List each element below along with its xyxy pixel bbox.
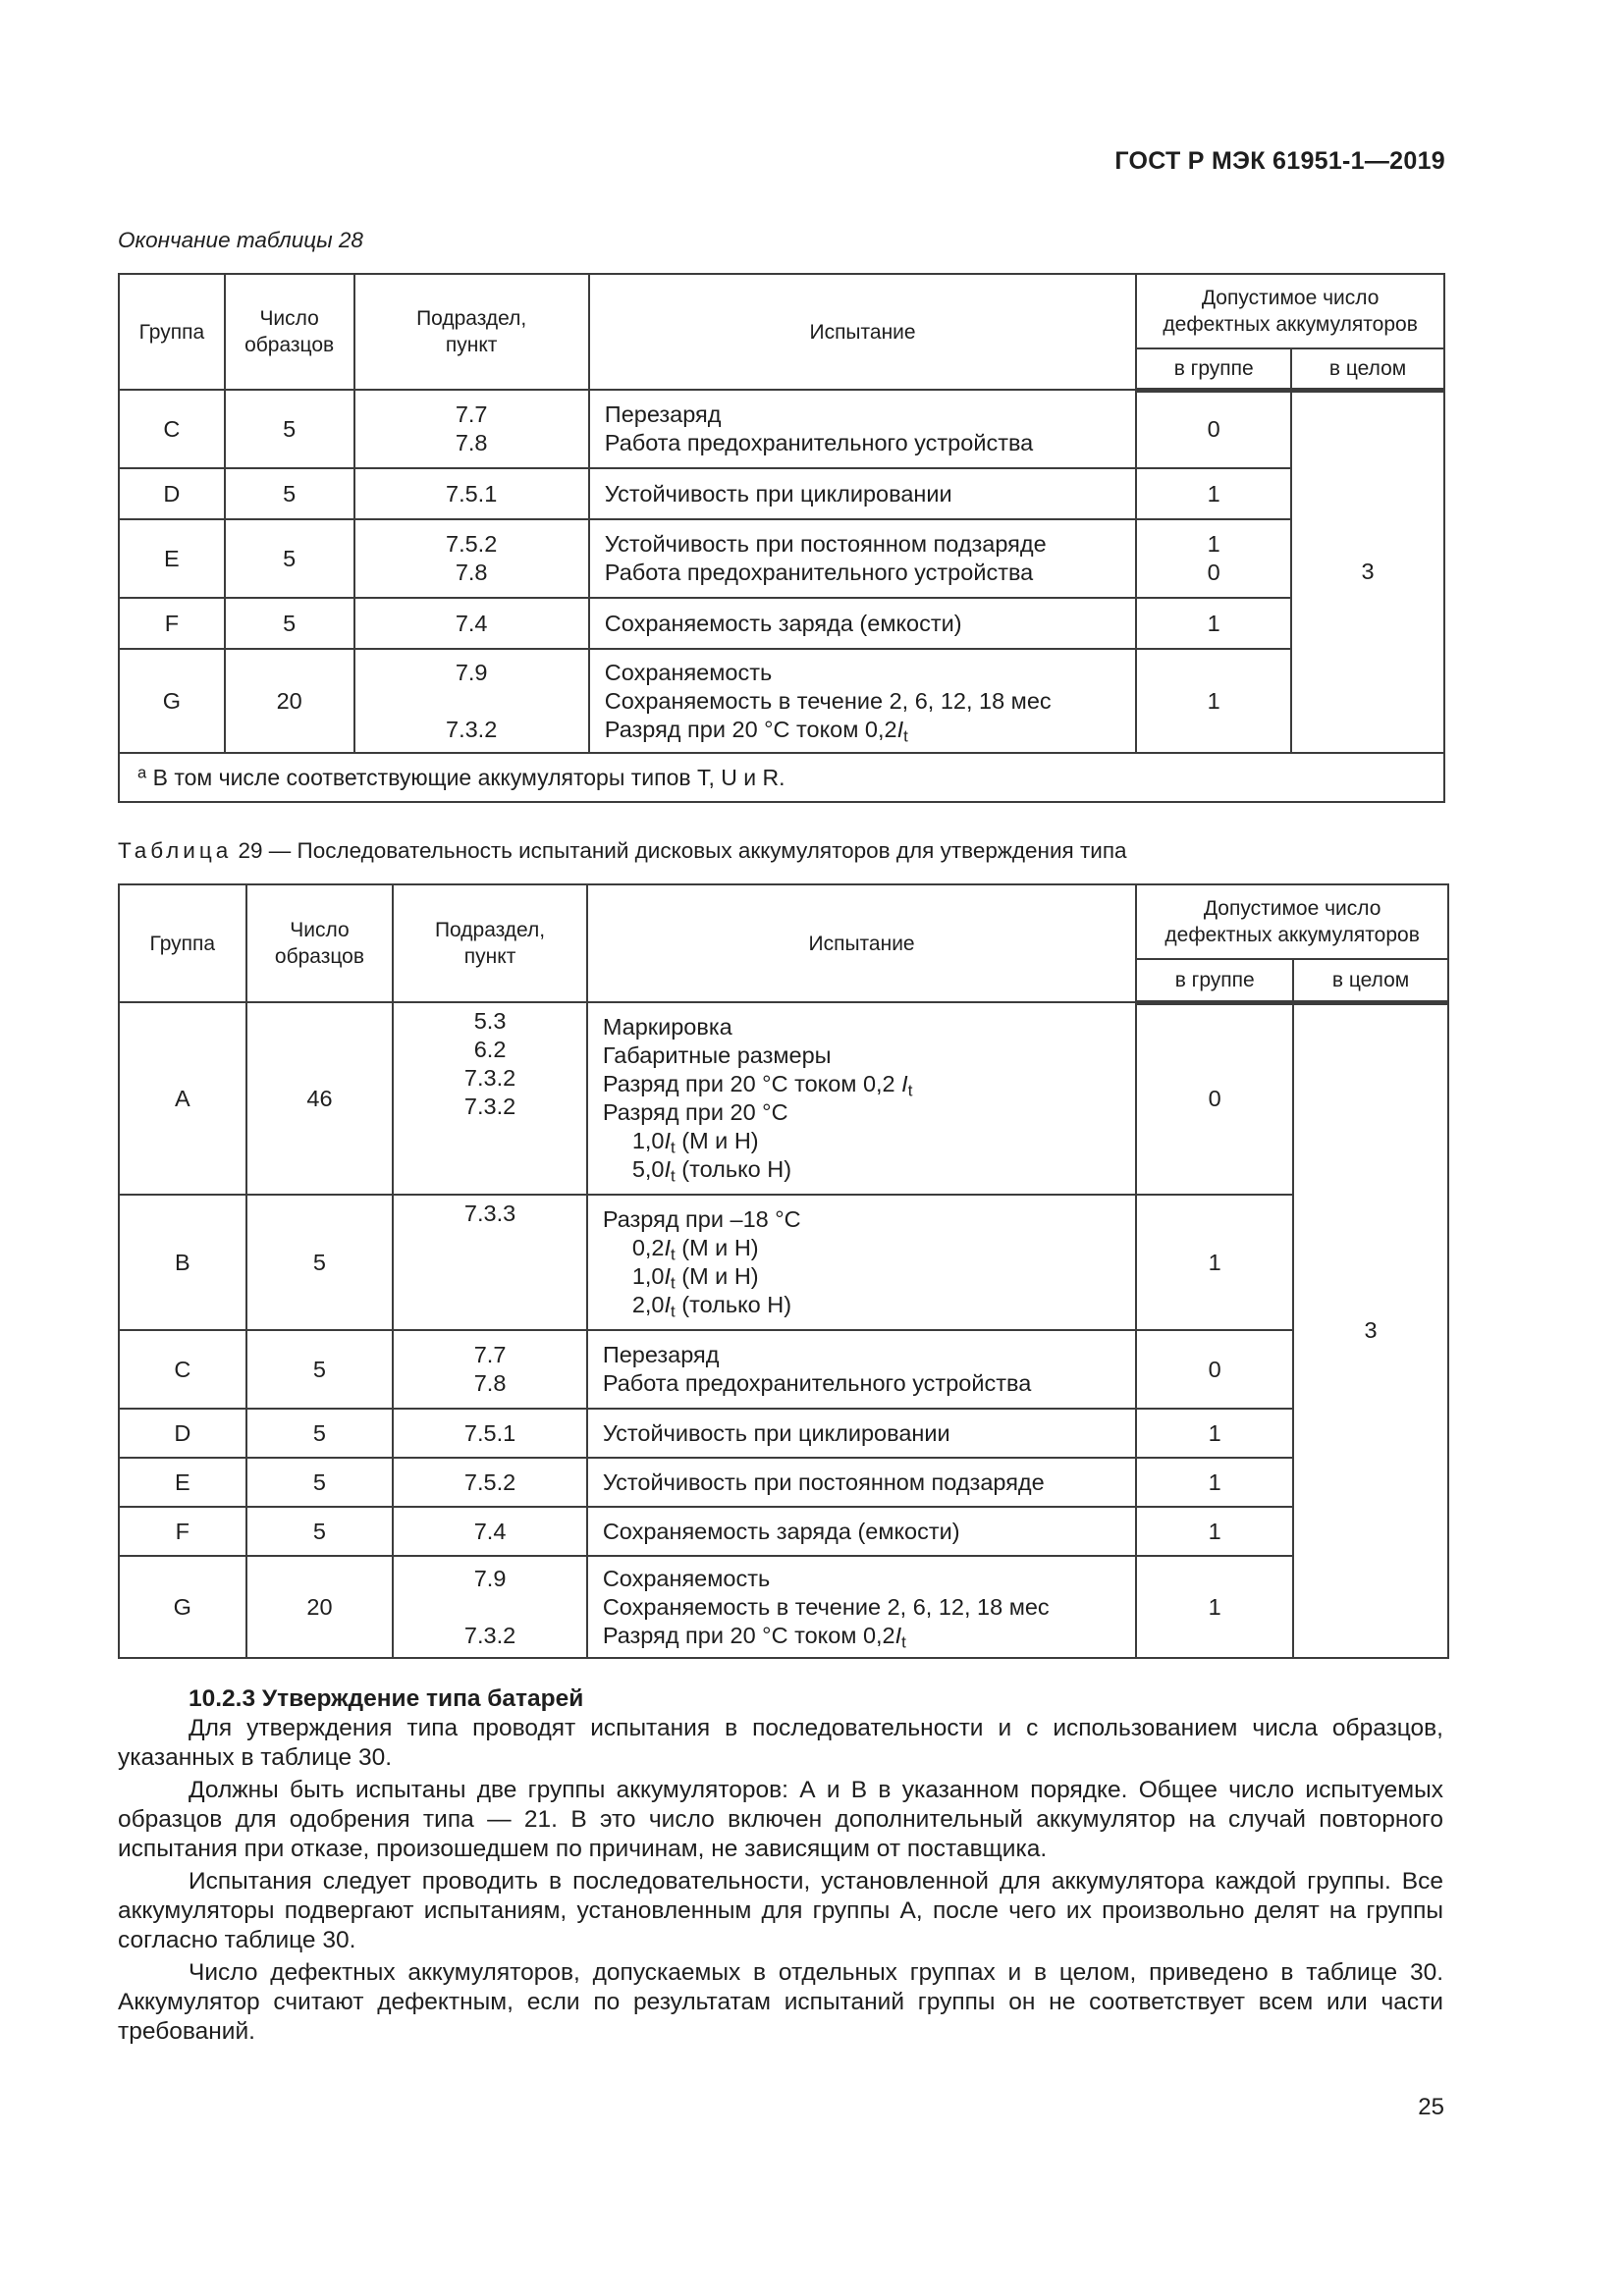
text-line: 1 xyxy=(1208,1419,1221,1446)
cell-in-group xyxy=(1136,1002,1293,1195)
table-row xyxy=(119,1409,1448,1458)
header-clause: Подраздел, пункт xyxy=(393,884,587,1002)
header-in-group: в группе xyxy=(1136,959,1293,1002)
cell-group: C xyxy=(119,1330,246,1409)
table29-caption-label: Таблица xyxy=(118,838,233,863)
text-line: 7.8 xyxy=(455,430,488,455)
cell-samples: 5 xyxy=(225,468,354,519)
cell-test xyxy=(589,598,1136,649)
text-line: 1 xyxy=(1208,1518,1221,1544)
header-samples: Число образцов xyxy=(246,884,394,1002)
text-line: Работа предохранительного устройства xyxy=(604,430,1034,455)
cell-group: G xyxy=(119,649,225,753)
cell-samples: 46 xyxy=(246,1002,394,1195)
text-line: Сохраняемость в течение 2, 6, 12, 18 мес xyxy=(604,687,1052,714)
cell-clause xyxy=(393,1330,587,1409)
text-line: Разряд при 20 °С током 0,2 $I_t$ xyxy=(602,1071,913,1100)
cell-test xyxy=(587,1556,1136,1658)
text-line: Устойчивость при постоянном подзаряде xyxy=(602,1468,1045,1495)
cell-samples: 5 xyxy=(246,1458,394,1507)
cell-group: F xyxy=(119,598,225,649)
text-line: 7.5.1 xyxy=(446,480,498,507)
table-row xyxy=(119,1002,1448,1195)
current-symbol: I xyxy=(664,1128,672,1153)
text-line: 7.8 xyxy=(473,1370,507,1396)
paragraph: Для утверждения типа проводят испытания в последовательности и с использованием числа образцов, указанных в таблице 30. xyxy=(118,1715,1443,1771)
cell-group: F xyxy=(119,1507,246,1556)
text-line: 1 xyxy=(1208,1593,1221,1620)
current-symbol: I xyxy=(664,1263,672,1289)
section-10-2-3 xyxy=(118,1684,1443,2047)
current-symbol: I xyxy=(896,716,904,742)
cell-test xyxy=(589,468,1136,519)
text-line: 7.5.2 xyxy=(463,1468,516,1495)
text-line: Разряд при –18 °С xyxy=(602,1206,801,1232)
text-line: Перезаряд xyxy=(602,1342,720,1367)
current-subscript: t xyxy=(901,1632,906,1652)
cell-samples: 20 xyxy=(225,649,354,753)
text-line: Разряд при 20 °С током $0,2I_t$ xyxy=(602,1622,906,1652)
text-line: 7.3.2 xyxy=(463,1094,516,1119)
text-line: 7.3.2 xyxy=(463,1065,516,1091)
cell-in-group xyxy=(1136,468,1291,519)
cell-test xyxy=(589,649,1136,753)
table29-caption xyxy=(118,838,1127,864)
paragraph: Должны быть испытаны две группы аккумуляторов: А и В в указанном порядке. Общее число испытуемых образцов для одобрения типа — 21. В это число включен дополнительный аккумулятор на случай повторного испытания при отказе, произошедшем по причинам, не зависящим от поставщика. xyxy=(118,1777,1443,1862)
cell-samples: 5 xyxy=(246,1330,394,1409)
table-row xyxy=(119,598,1444,649)
table28-caption: Окончание таблицы 28 xyxy=(118,228,363,252)
cell-group: E xyxy=(119,519,225,598)
section-heading: 10.2.3 Утверждение типа батарей xyxy=(189,1685,584,1712)
text-line: 5.3 xyxy=(473,1008,507,1034)
text-line: Сохраняемость xyxy=(604,659,773,685)
text-line: 7.3.2 xyxy=(446,716,498,742)
text-line: 6.2 xyxy=(473,1037,507,1062)
footnote-row xyxy=(119,753,1444,802)
current-subscript: t xyxy=(671,1166,676,1186)
cell-in-group xyxy=(1136,1409,1293,1458)
text-line: 1 xyxy=(1207,687,1220,714)
cell-in-group xyxy=(1136,390,1291,468)
header-allowed-defective: Допустимое число дефектных аккумуляторов xyxy=(1136,884,1448,959)
cell-samples: 5 xyxy=(225,598,354,649)
cell-samples: 5 xyxy=(246,1195,394,1330)
current-subscript: t xyxy=(903,726,908,746)
text-line: Устойчивость при циклировании xyxy=(604,480,952,507)
cell-samples: 5 xyxy=(246,1507,394,1556)
cell-in-group xyxy=(1136,519,1291,598)
header-overall: в целом xyxy=(1291,348,1444,390)
current-symbol: I xyxy=(664,1235,672,1260)
text-line: 7.7 xyxy=(473,1342,507,1367)
text-line: 0 xyxy=(1208,1356,1221,1382)
cell-overall: 3 xyxy=(1293,1002,1448,1658)
cell-clause xyxy=(354,468,589,519)
cell-clause xyxy=(354,390,589,468)
cell-in-group xyxy=(1136,598,1291,649)
text-line: $1,0I_t$ (М и Н) xyxy=(631,1128,759,1157)
cell-clause xyxy=(393,1507,587,1556)
cell-in-group xyxy=(1136,1330,1293,1409)
current-symbol: I xyxy=(664,1156,672,1182)
paragraph: Испытания следует проводить в последовательности, установленной для аккумулятора каждой группы. Все аккумуляторы подвергают испытаниям, установленным для группы А, после чего их произвольно делят на группы согласно таблице 30. xyxy=(118,1868,1443,1953)
text-line: 1 xyxy=(1207,531,1220,557)
table-row xyxy=(119,649,1444,753)
cell-samples: 5 xyxy=(225,390,354,468)
table-28 xyxy=(118,273,1445,803)
cell-samples: 5 xyxy=(225,519,354,598)
header-overall: в целом xyxy=(1293,959,1448,1002)
cell-test xyxy=(589,519,1136,598)
footnote-text: В том числе соответствующие аккумуляторы типов T, U и R. xyxy=(152,764,785,790)
cell-overall: 3 xyxy=(1291,390,1444,753)
text-line: $2,0I_t$ (только Н) xyxy=(631,1292,792,1321)
cell-test xyxy=(587,1507,1136,1556)
text-line: 7.8 xyxy=(455,560,488,585)
text-line: Маркировка xyxy=(602,1014,732,1040)
current-subscript: t xyxy=(671,1302,676,1321)
table-row xyxy=(119,390,1444,468)
current-symbol: I xyxy=(901,1071,908,1096)
header-test: Испытание xyxy=(587,884,1136,1002)
cell-test xyxy=(587,1458,1136,1507)
text-line: Сохраняемость в течение 2, 6, 12, 18 мес xyxy=(602,1593,1050,1620)
text-line: $1,0I_t$ (М и Н) xyxy=(631,1263,759,1293)
paragraph: Число дефектных аккумуляторов, допускаемых в отдельных группах и в целом, приведено в таблице 30. Аккумулятор считают дефектным, если по результатам испытаний группы он не соответствует всем или части требований. xyxy=(118,1959,1443,2045)
document-id: ГОСТ Р МЭК 61951-1—2019 xyxy=(1114,147,1445,175)
text-line: Габаритные размеры xyxy=(602,1042,832,1068)
cell-group: A xyxy=(119,1002,246,1195)
text-line: Разряд при 20 °С xyxy=(602,1099,788,1125)
text-line: 7.3.3 xyxy=(463,1201,516,1226)
text-line: 1 xyxy=(1207,610,1220,636)
cell-group: G xyxy=(119,1556,246,1658)
text-line: Перезаряд xyxy=(604,401,722,427)
header-group: Группа xyxy=(119,274,225,390)
cell-clause xyxy=(393,1458,587,1507)
text-line: 7.4 xyxy=(473,1518,507,1544)
cell-samples: 5 xyxy=(246,1409,394,1458)
cell-clause xyxy=(393,1002,587,1195)
text-line: Работа предохранительного устройства xyxy=(604,560,1034,585)
table-row xyxy=(119,1556,1448,1658)
current-symbol: I xyxy=(894,1622,902,1648)
header-clause: Подраздел, пункт xyxy=(354,274,589,390)
text-line: Сохраняемость xyxy=(602,1565,771,1591)
current-subscript: t xyxy=(907,1081,913,1100)
cell-in-group xyxy=(1136,1556,1293,1658)
cell-in-group xyxy=(1136,649,1291,753)
text-line: 7.3.2 xyxy=(463,1622,516,1648)
cell-clause xyxy=(393,1195,587,1330)
text-line: 0 xyxy=(1207,416,1220,443)
text-line: 7.5.1 xyxy=(463,1419,516,1446)
cell-group: C xyxy=(119,390,225,468)
table-row xyxy=(119,519,1444,598)
text-line: 7.7 xyxy=(455,401,488,427)
cell-in-group xyxy=(1136,1195,1293,1330)
cell-group: B xyxy=(119,1195,246,1330)
cell-group: E xyxy=(119,1458,246,1507)
header-in-group: в группе xyxy=(1136,348,1291,390)
text-line: 7.4 xyxy=(455,610,488,636)
table-29 xyxy=(118,883,1449,1659)
text-line: 0 xyxy=(1207,560,1220,585)
cell-clause xyxy=(393,1556,587,1658)
cell-test xyxy=(587,1409,1136,1458)
table-row xyxy=(119,1330,1448,1409)
table-row xyxy=(119,1507,1448,1556)
header-group: Группа xyxy=(119,884,246,1002)
page-number: 25 xyxy=(1418,2094,1444,2120)
text-line: 0 xyxy=(1208,1086,1221,1112)
table-row xyxy=(119,1458,1448,1507)
blank-line xyxy=(355,687,588,716)
text-line: 7.9 xyxy=(473,1565,507,1591)
cell-samples: 20 xyxy=(246,1556,394,1658)
text-line: Устойчивость при постоянном подзаряде xyxy=(604,531,1047,557)
text-line: 7.5.2 xyxy=(446,531,498,557)
footnote-marker: a xyxy=(137,763,147,782)
current-subscript: t xyxy=(671,1273,676,1293)
table29-caption-text: 29 — Последовательность испытаний дисковых аккумуляторов для утверждения типа xyxy=(238,838,1127,863)
cell-clause xyxy=(354,649,589,753)
text-line: 7.9 xyxy=(455,659,488,685)
current-symbol: I xyxy=(664,1292,672,1317)
text-line: $5,0I_t$ (только Н) xyxy=(631,1156,792,1186)
text-line: 1 xyxy=(1208,1468,1221,1495)
cell-test xyxy=(587,1195,1136,1330)
cell-group: D xyxy=(119,468,225,519)
cell-clause xyxy=(393,1409,587,1458)
table-row xyxy=(119,468,1444,519)
text-line: Разряд при 20 °С током $0,2I_t$ xyxy=(604,716,908,746)
cell-in-group xyxy=(1136,1458,1293,1507)
current-subscript: t xyxy=(671,1138,676,1157)
cell-test xyxy=(589,390,1136,468)
header-samples: Число образцов xyxy=(225,274,354,390)
header-allowed-defective: Допустимое число дефектных аккумуляторов xyxy=(1136,274,1444,348)
text-line: Сохраняемость заряда (емкости) xyxy=(602,1518,960,1544)
table-footnote xyxy=(119,753,1444,802)
header-test: Испытание xyxy=(589,274,1136,390)
text-line: $0,2I_t$ (М и Н) xyxy=(631,1235,759,1264)
cell-in-group xyxy=(1136,1507,1293,1556)
text-line: Устойчивость при циклировании xyxy=(602,1419,950,1446)
cell-clause xyxy=(354,519,589,598)
current-subscript: t xyxy=(671,1245,676,1264)
table-row xyxy=(119,1195,1448,1330)
cell-test xyxy=(587,1330,1136,1409)
text-line: Сохраняемость заряда (емкости) xyxy=(604,610,962,636)
cell-test xyxy=(587,1002,1136,1195)
text-line: 1 xyxy=(1208,1249,1221,1275)
text-line: 1 xyxy=(1207,480,1220,507)
cell-clause xyxy=(354,598,589,649)
cell-group: D xyxy=(119,1409,246,1458)
blank-line xyxy=(394,1593,586,1622)
text-line: Работа предохранительного устройства xyxy=(602,1370,1032,1396)
